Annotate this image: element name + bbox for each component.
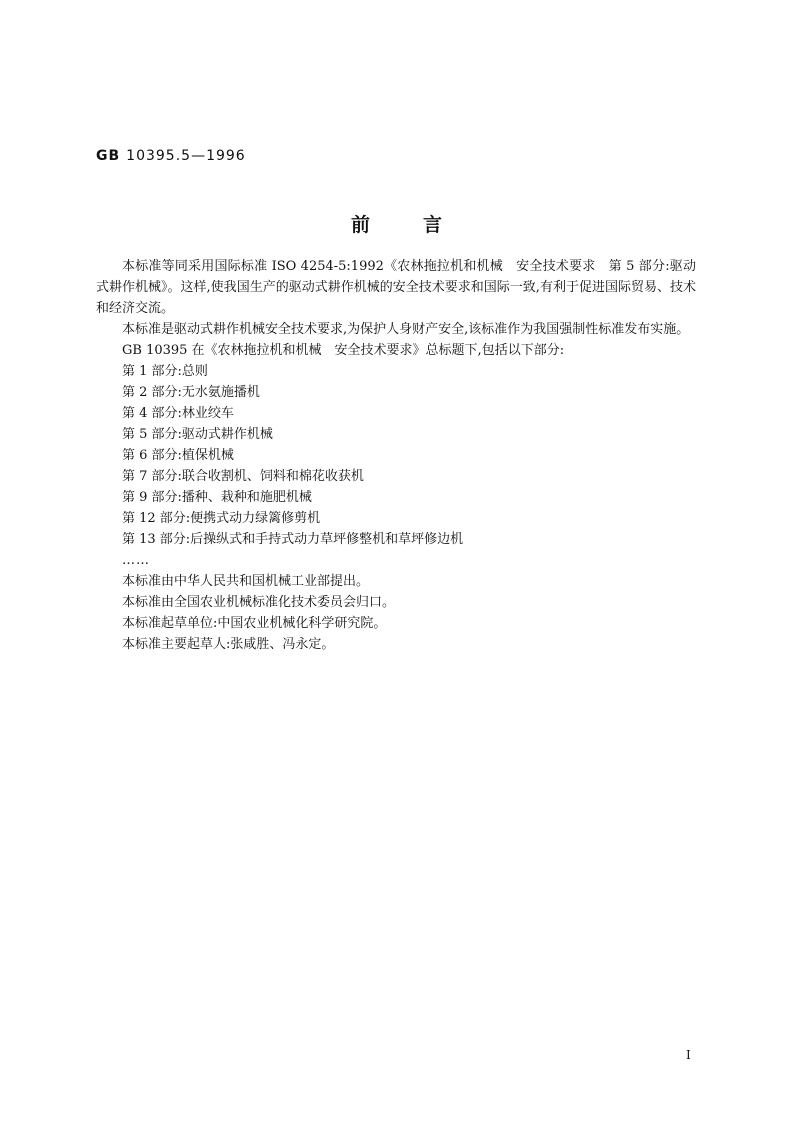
page-title-char-2: 言 xyxy=(423,214,444,236)
closing-line: 本标准起草单位:中国农业机械化科学研究院。 xyxy=(122,616,387,631)
list-item: 第 12 部分:便携式动力绿篱修剪机 xyxy=(122,511,321,526)
document-body xyxy=(96,256,696,655)
list-item: 第 5 部分:驱动式耕作机械 xyxy=(122,427,273,442)
list-item: 第 2 部分:无水氨施播机 xyxy=(122,385,260,400)
ellipsis: …… xyxy=(122,553,150,568)
paragraph-mandatory: 本标准是驱动式耕作机械安全技术要求,为保护人身财产安全,该标准作为我国强制性标准发布实施。 xyxy=(122,322,690,337)
page-number: I xyxy=(686,1048,691,1062)
page-title-char-1: 前 xyxy=(350,214,371,236)
paragraph-series-intro: GB 10395 在《农林拖拉机和机械 安全技术要求》总标题下,包括以下部分: xyxy=(122,343,565,358)
list-item: 第 9 部分:播种、栽种和施肥机械 xyxy=(122,490,312,505)
list-item: 第 13 部分:后操纵式和手持式动力草坪修整机和草坪修边机 xyxy=(122,532,464,547)
closing-line: 本标准由全国农业机械标准化技术委员会归口。 xyxy=(122,595,396,610)
list-item: 第 4 部分:林业绞车 xyxy=(122,406,234,421)
standard-prefix: GB xyxy=(96,148,121,164)
page-title xyxy=(0,210,794,237)
paragraph-adoption: 本标准等同采用国际标准 ISO 4254-5:1992《农林拖拉机和机械 安全技术要求 第 5 部分:驱动式耕作机械》。这样,使我国生产的驱动式耕作机械的安全技术要求和国际一致,有利于促进国际贸易、技术和经济交流。 xyxy=(96,259,696,316)
list-item: 第 6 部分:植保机械 xyxy=(122,448,234,463)
list-item: 第 1 部分:总则 xyxy=(122,364,208,379)
parts-list xyxy=(96,361,696,550)
standard-code: 10395.5—1996 xyxy=(126,148,246,164)
closing-line: 本标准由中华人民共和国机械工业部提出。 xyxy=(122,574,370,589)
standard-number xyxy=(96,148,246,164)
list-item: 第 7 部分:联合收割机、饲料和棉花收获机 xyxy=(122,469,364,484)
closing-line: 本标准主要起草人:张咸胜、冯永定。 xyxy=(122,637,335,652)
closing-statements xyxy=(96,571,696,655)
